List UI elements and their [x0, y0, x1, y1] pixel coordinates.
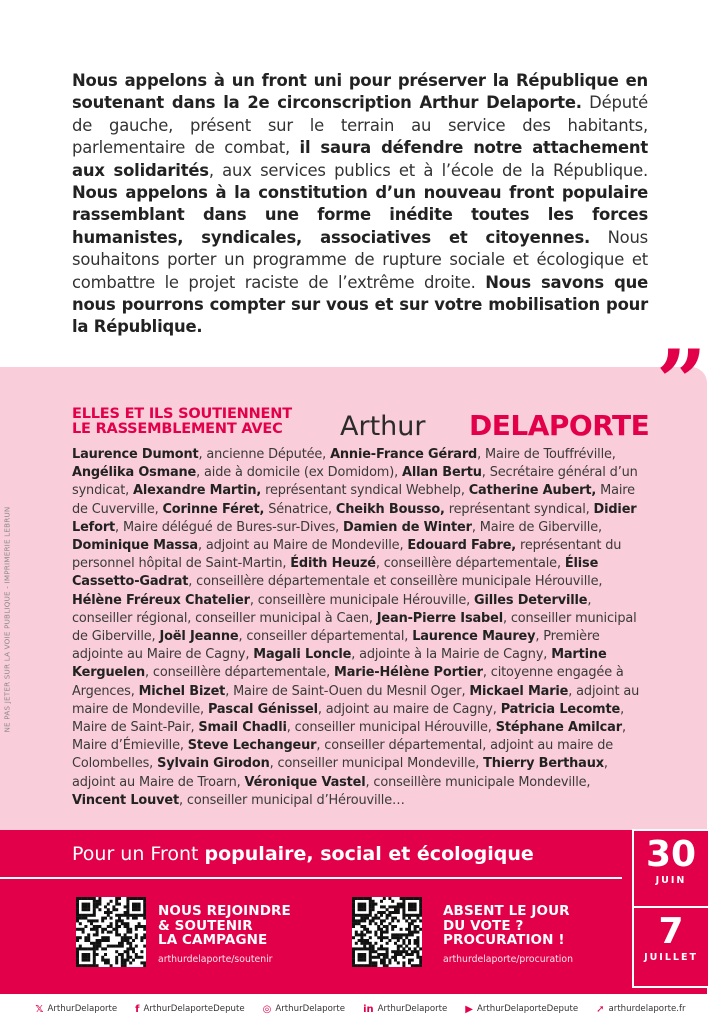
supporter-name: Steve Lechangeur [187, 738, 317, 754]
youtube-icon: ▶ [465, 1003, 473, 1015]
date-second-round-day: 7 [658, 911, 684, 952]
supporter-role: , conseiller départemental, adjoint au maire de Colombelles, [72, 738, 614, 772]
intro-bold-2: il saura défendre notre attachement aux solidarités [72, 138, 648, 180]
footer-link-youtube[interactable] [465, 1004, 578, 1015]
supporter-name: Smail Chadli [198, 720, 287, 736]
supporter-role: , adjoint au maire de Cagny, [317, 701, 501, 717]
supporter-role: , aide à domicile (ex Domidom), [196, 465, 402, 481]
supporter-role: , conseillère municipale Hérouville, [249, 592, 475, 608]
candidate-first-name: Arthur [340, 411, 426, 442]
supporter-name: Catherine Aubert, [468, 483, 597, 499]
cta-procuration-line1: ABSENT LE JOUR [443, 903, 570, 919]
linkedin-icon: in [363, 1003, 374, 1015]
supporter-role: , Maire délégué de Bures-sur-Dives, [115, 519, 344, 535]
footer-link-label: ArthurDelaporteDepute [476, 1004, 579, 1014]
supporter-role: représentant syndical, [444, 501, 594, 517]
intro-text-2: , aux services publics et à l’école de la République. [208, 160, 648, 180]
supporter-name: Alexandre Martin, [133, 483, 262, 499]
supporter-role: , adjoint au Maire de Mondeville, [197, 538, 408, 554]
supporter-name: Cheikh Bousso, [335, 501, 445, 517]
intro-text-3: Nous souhaitons porter un programme de rupture sociale et écologique et combattre le projet raciste de l’extrême droite. [72, 227, 648, 292]
supporter-name: Vincent Louvet [72, 792, 180, 808]
supporter-role: , Secrétaire général d’un syndicat, [72, 465, 638, 499]
footer-link-label: ArthurDelaporte [377, 1004, 448, 1014]
supporter-name: Joël Jeanne [159, 629, 239, 645]
supporter-role: Sénatrice, [264, 501, 336, 517]
footer-link-facebook[interactable] [135, 1004, 245, 1015]
supporter-name: Edouard Fabre, [407, 538, 517, 554]
supporter-role: Maire de Cuverville, [72, 483, 635, 517]
date-first-round-month: JUIN [655, 875, 687, 886]
intro-text [72, 70, 648, 339]
supporter-name: Magali Loncle [253, 647, 352, 663]
footer-link-linkedin[interactable] [363, 1004, 447, 1015]
supporter-name: Pascal Génissel [207, 701, 318, 717]
x-icon: 𝕏 [35, 1003, 44, 1015]
cta-procuration-line3: PROCURATION ! [443, 932, 565, 948]
supporter-name: Annie-France Gérard [330, 447, 478, 462]
date-second-round [632, 906, 710, 988]
date-first-round-day: 30 [645, 834, 697, 875]
supporter-role: représentant du personnel hôpital de Saint-Martin, [72, 538, 622, 572]
heading-line-1: ELLES ET ILS SOUTIENNENT [72, 406, 292, 422]
instagram-icon: ◎ [262, 1003, 272, 1015]
supporter-name: Stéphane Amilcar [495, 720, 622, 736]
intro-bold-4: Nous savons que nous pourrons compter sur vous et sur votre mobilisation pour la République. [72, 272, 648, 337]
supporter-role: représentant syndical Webhelp, [261, 483, 469, 499]
footer-link-label: arthurdelaporte.fr [608, 1004, 686, 1014]
supporter-role: , conseillère départementale, [375, 556, 565, 572]
supporter-name: Sylvain Girodon [157, 756, 270, 772]
cursor-icon: ➚ [596, 1003, 605, 1015]
supporters-heading-label [72, 407, 292, 437]
supporter-name: Thierry Berthaux [483, 756, 604, 772]
supporter-name: Hélène Fréreux Chatelier [72, 592, 250, 608]
supporter-name: Dominique Massa [72, 538, 198, 554]
supporter-role: , citoyenne engagée à Argences, [72, 665, 624, 699]
band-divider [0, 877, 622, 879]
supporter-role: , adjoint au maire de Mondeville, [72, 683, 640, 717]
supporter-name: Élise Cassetto-Gadrat [72, 556, 599, 590]
footer-link-x[interactable] [35, 1004, 117, 1015]
slogan-text: Pour un Front [72, 843, 205, 865]
cta-procuration-title[interactable] [443, 904, 570, 948]
slogan [72, 843, 534, 865]
footer-link-cursor[interactable] [596, 1004, 685, 1015]
cta-soutenir-url[interactable]: arthurdelaporte/soutenir [158, 954, 273, 965]
footer-link-label: ArthurDelaporte [275, 1004, 346, 1014]
slogan-bold: populaire, social et écologique [204, 843, 534, 865]
supporter-role: , conseiller municipal Hérouville, [286, 720, 496, 736]
supporter-role: , conseiller municipal d’Hérouville… [179, 792, 405, 808]
supporter-name: Mickael Marie [469, 683, 569, 699]
cta-soutenir-line3: LA CAMPAGNE [158, 932, 268, 948]
supporter-role: , Maire de Giberville, [471, 519, 602, 535]
supporter-role: , conseillère municipale Mondeville, [365, 774, 591, 790]
footer-link-label: ArthurDelaporte [47, 1004, 118, 1014]
qr-code-icon [352, 897, 422, 967]
supporter-name: Patricia Lecomte [500, 701, 621, 717]
social-footer [0, 994, 721, 1024]
supporter-name: Martine Kerguelen [72, 647, 607, 681]
heading-line-2: LE RASSEMBLEMENT AVEC [72, 421, 283, 437]
supporter-role: , Maire de Saint-Pair, [72, 701, 625, 736]
supporter-role: , conseiller municipal Mondeville, [269, 756, 484, 772]
supporter-role: , Première adjointe au Maire de Cagny, [72, 629, 600, 663]
qr-code-procuration[interactable] [352, 897, 422, 967]
supporter-name: Didier Lefort [72, 501, 637, 535]
cta-soutenir-title[interactable] [158, 904, 291, 948]
supporter-role: , conseiller départemental, [238, 629, 413, 645]
supporter-name: Allan Bertu [402, 465, 482, 481]
candidate-last-name: DELAPORTE [469, 409, 650, 442]
supporter-name: Jean-Pierre Isabel [376, 610, 503, 626]
footer-link-label: ArthurDelaporteDepute [143, 1004, 245, 1014]
footer-link-instagram[interactable] [263, 1004, 345, 1015]
quote-mark-icon: ” [656, 330, 707, 434]
supporter-name: Laurence Dumont [72, 447, 199, 462]
legal-side-note: NE PAS JETER SUR LA VOIE PUBLIQUE - IMPRIMERIE LEBRUN [2, 506, 12, 733]
supporter-name: Édith Heuzé [290, 556, 376, 572]
supporter-name: Michel Bizet [138, 683, 226, 699]
supporter-role: , Maire de Touffréville, [477, 447, 616, 462]
supporter-name: Damien de Winter [343, 519, 472, 535]
supporter-name: Véronique Vastel [244, 774, 366, 790]
date-second-round-month: JUILLET [644, 952, 698, 963]
facebook-icon: f [135, 1003, 140, 1015]
supporter-role: , conseiller municipal de Giberville, [72, 610, 637, 645]
cta-soutenir-line1: NOUS REJOINDRE [158, 903, 291, 919]
qr-code-icon [76, 897, 146, 967]
supporter-role: , conseillère départementale et conseillère municipale Hérouville, [188, 574, 603, 590]
intro-text-1: Député de gauche, présent sur le terrain au service des habitants, parlementaire de combat, [72, 93, 648, 158]
supporter-name: Gilles Deterville [474, 592, 588, 608]
supporter-role: , Maire d’Émieville, [72, 720, 626, 754]
cta-soutenir-line2: & SOUTENIR [158, 917, 253, 934]
supporters-heading [72, 407, 672, 447]
supporter-role: , conseillère départementale, [145, 665, 335, 681]
qr-code-soutenir[interactable] [76, 897, 146, 967]
supporter-role: , adjoint au Maire de Troarn, [72, 756, 608, 790]
supporter-name: Angélika Osmane [72, 465, 197, 481]
supporter-name: Marie-Hélène Portier [334, 665, 483, 681]
supporter-role: , conseiller régional, conseiller municipal à Caen, [72, 592, 592, 626]
supporters-list [72, 446, 642, 810]
supporter-name: Corinne Féret, [162, 501, 265, 517]
intro-bold-1: Nous appelons à un front uni pour préserver la République en soutenant dans la 2e circonscription Arthur Delaporte. [72, 71, 648, 113]
intro-bold-3: Nous appelons à la constitution d’un nouveau front populaire rassemblant dans une forme inédite toutes les forces humanistes, syndicales, associatives et citoyennes. [72, 183, 648, 247]
supporter-role: , adjointe à la Mairie de Cagny, [351, 647, 552, 663]
supporter-role: , Maire de Saint-Ouen du Mesnil Oger, [225, 683, 470, 699]
supporter-role: , ancienne Députée, [198, 447, 331, 462]
date-first-round [632, 829, 710, 909]
cta-procuration-line2: DU VOTE ? [443, 917, 524, 934]
supporter-name: Laurence Maurey [412, 629, 536, 645]
cta-procuration-url[interactable]: arthurdelaporte/procuration [443, 954, 573, 965]
